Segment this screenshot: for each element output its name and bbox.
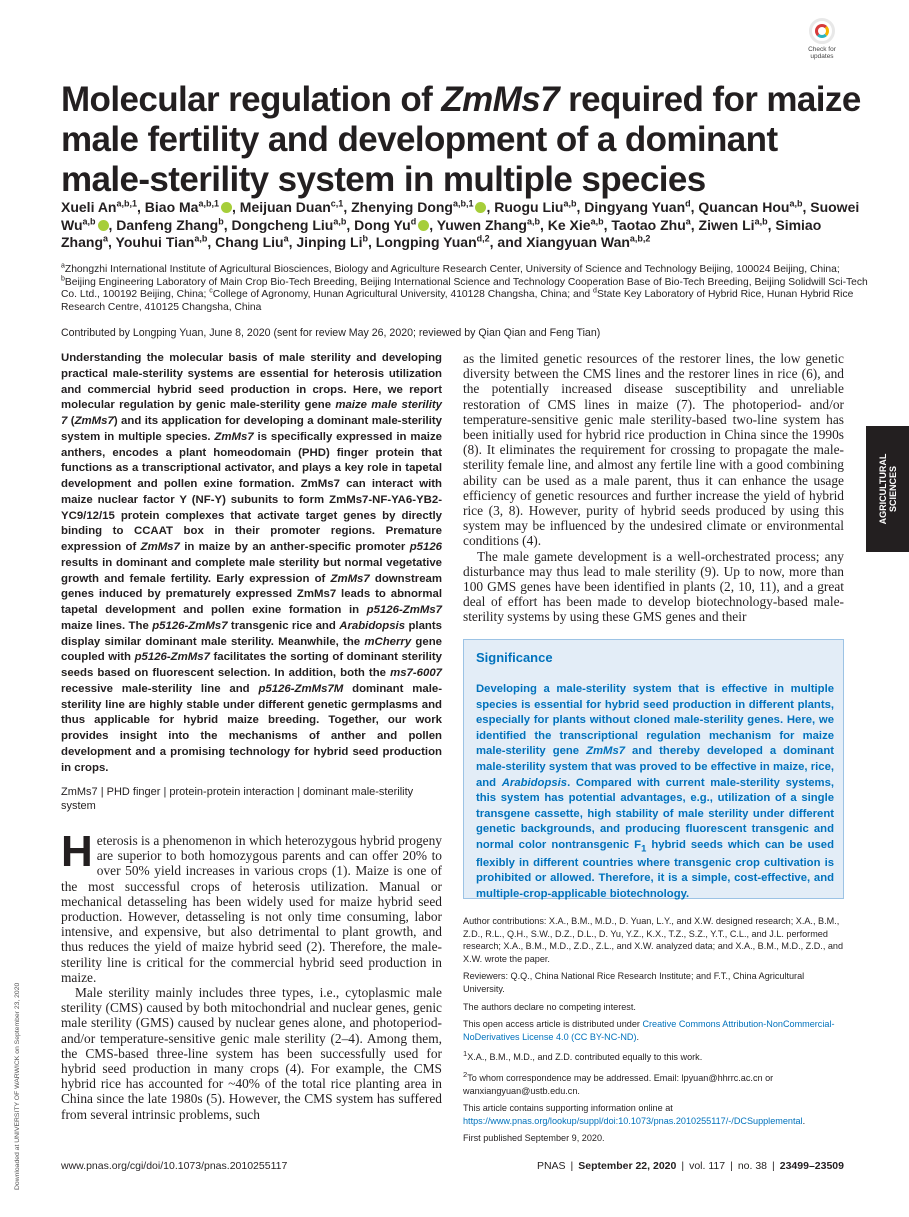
drop-cap: H	[61, 827, 93, 876]
equal-contribution-note: $^1$X.A., B.M., M.D., and Z.D. contributed equally to this work.	[463, 1049, 703, 1063]
supporting-info-note: This article contains supporting information online at https://www.pnas.org/lookup/suppl/doi:10.1073/pnas.2010255117/-/DCSupplemental.	[463, 1103, 806, 1126]
abstract: Understanding the molecular basis of male sterility and developing practical male-sterility systems are essential for heterosis utilization and commercial hybrid seed production in crops. Here, we report molecular regulation by genic male-sterility gene maize male sterility 7 (ZmMs7) and its application for developing a dominant male-sterility system in multiple species. ZmMs7 is specifically expressed in maize anthers, encodes a plant homeodomain (PHD) finger protein that functions as a transcriptional activator, and plays a key role in tapetal development and pollen exine formation. ZmMs7 can interact with maize nuclear factor Y (NF-Y) subunits to form ZmMs7-NF-YA6-YB2-YC9/12/15 protein complexes that activate target genes by directly binding to CCAAT box in their promoter regions. Premature expression of ZmMs7 in maize by an anther-specific promoter p5126 results in dominant and complete male sterility but normal vegetative growth and female fertility. Early expression of ZmMs7 downstream genes induced by prematurely expressed ZmMs7 leads to abnormal tapetal development and pollen exine formation in p5126-ZmMs7 maize lines. The p5126-ZmMs7 transgenic rice and Arabidopsis plants display similar dominant male sterility. Meanwhile, the mCherry gene coupled with p5126-ZmMs7 facilitates the sorting of dominant sterility seeds based on fluorescent selection. In addition, both the ms7-6007 recessive male-sterility line and p5126-ZmMs7M dominant male-sterility line are highly stable under different genetic germplasms and thus applicable for hybrid maize breeding. Together, our work provides insight into the mechanisms of anther and pollen development and a promising technology for hybrid seed production in crops.	[61, 352, 443, 774]
section-tab-label: AGRICULTURAL SCIENCES	[877, 453, 898, 525]
footer-citation: PNAS | September 22, 2020 | vol. 117 | no. 38 | 23499–23509	[536, 1160, 844, 1172]
intro-paragraph-3: as the limited genetic resources of the restorer lines, the low genetic diversity between the CMS lines and the restorer lines in rice (6), and the potentially increased disease susceptibility and unreliable restoration of CMS lines in maize (7). The photoperiod- and/or temperature-sensitive genic male sterility-based two-line system has been initially used for hybrid rice production in China since the 1990s (8). It eliminates the requirement for crossing to propagate the male-sterility female line, and almost any fertile line with a good combining ability can be used as a male parent, thus it can enhance the usage efficiency of genetic resources and further increase the yield of hybrid rice (3, 8). However, purity of hybrid seeds produced by using this system may be influenced by the undesired climate or environmental conditions (4).	[463, 351, 844, 549]
significance-box	[463, 639, 844, 899]
open-access-note: This open access article is distributed under Creative Commons Attribution-NonCommercial-NoDerivatives License 4.0 (CC BY-NC-ND).	[463, 1019, 835, 1042]
check-for-updates-badge[interactable]	[800, 18, 844, 64]
article-title: Molecular regulation of ZmMs7 required for maize male fertility and development of a dominant male-sterility system in multiple species	[61, 80, 861, 199]
published-date: First published September 9, 2020.	[463, 1133, 605, 1144]
intro-paragraph-2: Male sterility mainly includes three types, i.e., cytoplasmic male sterility (CMS) caused by both mitochondrial and nuclear genes, genic male sterility (GMS) caused by nuclear genes alone, and photoperiod- and/or temperature-sensitive genic male sterility (2–4). Among them, the CMS-based three-line system has been successfully used for hybrid seed production in many crops (4). For example, the CMS hybrid rice has accounted for ~40% of the total rice planting area in China since the late 1980s (5). However, the CMS system has suffered from several intrinsic problems, such	[61, 985, 442, 1122]
reviewers-note: Reviewers: Q.Q., China National Rice Research Institute; and F.T., China Agricultural University.	[463, 971, 805, 994]
author-list: Xueli An$^{a,b,1}$, Biao Ma$^{a,b,1}$ , Meijuan Duan$^{c,1}$, Zhenying Dong$^{a,b,1}$ , Ruogu Liu$^{a,b}$, Dingyang Yuan$^d$, Quancan Hou$^{a,b}$, Suowei Wu$^{a,b}$ , Danfeng Zhang$^b$, Dongcheng Liu$^{a,b}$, Dong Yu$^d$ , Yuwen Zhang$^{a,b}$, Ke Xie$^{a,b}$, Taotao Zhu$^a$, Ziwen Li$^{a,b}$, Simiao Zhang$^a$, Youhui Tian$^{a,b}$, Chang Liu$^a$, Jinping Li$^b$, Longping Yuan$^{d,2}$, and Xiangyuan Wan$^{a,b,2}$	[61, 198, 860, 250]
affiliations: $^a$Zhongzhi International Institute of Agricultural Biosciences, Biology and Agriculture Research Center, University of Science and Technology Beijing, 100024 Beijing, China; $^b$Beijing Engineering Laboratory of Main Crop Bio-Tech Breeding, Beijing International Science and Technology Cooperation Base of Bio-Tech Breeding, Beijing Solidwill Sci-Tech Co. Ltd., 100192 Beijing, China; $^c$College of Agronomy, Hunan Agricultural University, 410128 Changsha, China; and $^d$State Key Laboratory of Hybrid Rice, Hunan Hybrid Rice Research Centre, 410125 Changsha, China	[61, 262, 868, 313]
significance-text: Developing a male-sterility system that is effective in multiple species is essential for hybrid seed production in different plants, especially for plants without cloned male-sterility genes. Here, we identified the transcriptional regulation mechanism for maize male-sterility gene ZmMs7 and thereby developed a dominant male-sterility system that was proved to be effective in maize, rice, and Arabidopsis. Compared with current male-sterility systems, this system has potential advantages, e.g., utilization of a single transgene cassette, high stability of male sterility under different genetic backgrounds, and producing fluorescent transgenic and normal color nontransgenic $F_1$ hybrid seeds which can be used flexibly in different countries where transgenic crop cultivation is prohibited or allowed. Therefore, it is a simple, cost-effective, and multiple-crop-applicable biotechnology.	[476, 683, 834, 900]
orcid-icon[interactable]	[221, 202, 232, 213]
section-tab	[866, 426, 909, 552]
download-watermark: Downloaded at UNIVERSITY OF WARWICK on September 23, 2020	[14, 982, 21, 1190]
intro-paragraph-1: Heterosis is a phenomenon in which heterozygous hybrid progeny are superior to both homozygous parents and can offer 20% to over 50% yield increases in various crops (1). Maize is one of the most successful crops of heterosis utilization. Manual or mechanical detasseling has been widely used for maize hybrid seed production. However, detasseling is not only time consuming, labor intensive, and expensive, but also detrimental to plant growth, and thus reduces the yield of maize hybrid seed (2). Therefore, the male-sterility line is critical for the commercial hybrid seed production in maize.	[61, 827, 442, 985]
intro-left-column	[61, 827, 442, 1122]
orcid-icon[interactable]	[98, 220, 109, 231]
author-contributions: Author contributions: X.A., B.M., M.D., D. Yuan, L.Y., and X.W. designed research; X.A., B.M., Z.D., R.L., Q.H., S.W., D.Z., D.L., D. Yu, Y.Z., K.X., T.Z., S.Z., Y.T., C.L., and J.L. performed research; X.A., B.M., M.D., Z.D., Z.L., and X.W. analyzed data; and X.A., B.M., M.D., Z.D., and X.W. wrote the paper.	[463, 916, 844, 964]
keywords: ZmMs7 | PHD finger | protein-protein interaction | dominant male-sterility system	[61, 786, 414, 812]
footer-doi-url[interactable]: www.pnas.org/cgi/doi/10.1073/pnas.2010255117	[61, 1160, 288, 1172]
orcid-icon[interactable]	[475, 202, 486, 213]
intro-right-column	[463, 351, 844, 625]
badge-label: Check for updates	[808, 46, 836, 60]
license-link[interactable]: Creative Commons Attribution-NonCommercial-NoDerivatives License 4.0 (CC BY-NC-ND)	[463, 1019, 835, 1042]
significance-heading: Significance	[476, 650, 553, 665]
intro-paragraph-4: The male gamete development is a well-orchestrated process; any disturbance may thus lead to male sterility (9). Up to now, more than 100 GMS genes have been identified in plants (2, 10, 11), and a great deal of effort has been made to develop biotechnology-based male-sterility systems by using these GMS genes and their	[463, 548, 844, 625]
supplemental-link[interactable]: https://www.pnas.org/lookup/suppl/doi:10.1073/pnas.2010255117/-/DCSupplemental	[463, 1115, 803, 1126]
orcid-icon[interactable]	[418, 220, 429, 231]
contributed-line: Contributed by Longping Yuan, June 8, 2020 (sent for review May 26, 2020; reviewed by Qian Qian and Feng Tian)	[61, 327, 601, 339]
correspondence-note: $^2$To whom correspondence may be addressed. Email: lpyuan@hhrrc.ac.cn or wanxiangyuan@ustb.edu.cn.	[463, 1069, 774, 1096]
competing-interest: The authors declare no competing interest.	[463, 1001, 636, 1012]
crossmark-icon	[809, 18, 835, 44]
article-notes	[463, 915, 844, 1150]
